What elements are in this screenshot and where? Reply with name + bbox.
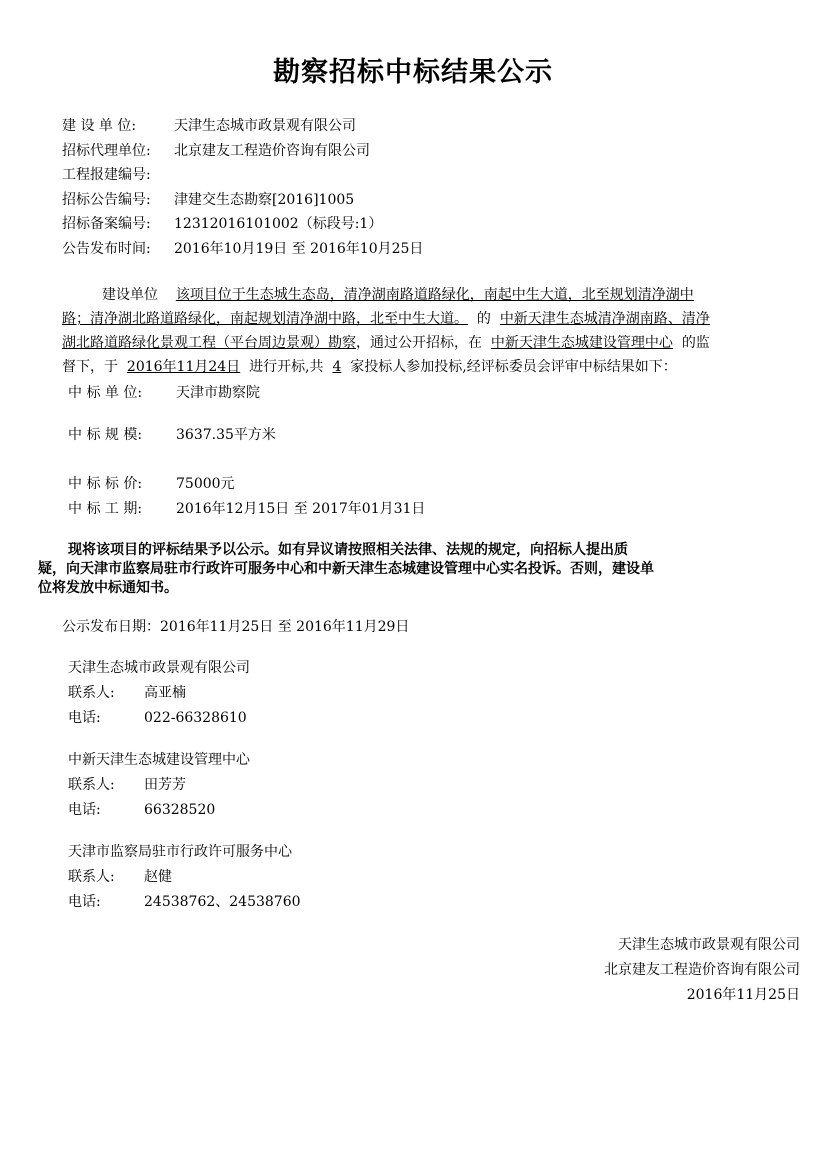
- info-filing-number: [62, 215, 382, 233]
- contact-person: [68, 868, 172, 886]
- contact-phone-label: 电话:: [68, 802, 101, 818]
- info-value: 2016年10月19日 至 2016年10月25日: [174, 241, 424, 257]
- contact-person-name: 高亚楠: [144, 685, 186, 701]
- info-agency: [62, 142, 370, 160]
- notice-line: 疑，向天津市监察局驻市行政许可服务中心和中新天津生态城建设管理中心实名投诉。否则，建设单: [38, 561, 654, 577]
- supervisor-name: 中新天津生态城建设管理中心: [490, 335, 673, 351]
- signature-date: 2016年11月25日: [686, 987, 800, 1003]
- project-name: 中新天津生态城清净湖南路、清净: [499, 311, 710, 327]
- notice-line: 位将发放中标通知书。: [38, 580, 178, 596]
- info-label: 工程报建编号:: [62, 167, 151, 183]
- bidder-count: 4: [332, 359, 342, 375]
- result-winner: [68, 384, 260, 402]
- info-label: 公告发布时间:: [62, 241, 151, 257]
- contact-phone-number: 66328520: [144, 802, 216, 818]
- contact-phone: [68, 893, 301, 911]
- contact-org: 中新天津生态城建设管理中心: [68, 752, 250, 768]
- paragraph-text: 进行开标,共: [249, 359, 324, 375]
- result-price: [68, 475, 235, 493]
- info-value: 津建交生态勘察[2016]1005: [174, 192, 355, 208]
- connector-text: 的: [476, 311, 491, 327]
- result-label: 中 标 工 期:: [68, 501, 143, 517]
- contact-person-label: 联系人:: [68, 869, 115, 885]
- info-label: 招标备案编号:: [62, 216, 151, 232]
- signature-line: 北京建友工程造价咨询有限公司: [604, 962, 800, 978]
- info-value: 北京建友工程造价咨询有限公司: [174, 143, 370, 159]
- contact-phone-label: 电话:: [68, 894, 101, 910]
- contact-phone: [68, 709, 247, 727]
- info-label: 招标公告编号:: [62, 192, 151, 208]
- contact-person-label: 联系人:: [68, 777, 115, 793]
- contact-org: 天津生态城市政景观有限公司: [68, 660, 250, 676]
- lead-text: 建设单位: [102, 287, 158, 303]
- info-construction-unit: [62, 117, 356, 135]
- contact-phone-number: 24538762、24538760: [144, 894, 301, 910]
- publish-period: 公示发布日期：2016年11月25日 至 2016年11月29日: [62, 619, 410, 635]
- result-scale: [68, 426, 276, 444]
- result-value: 3637.35平方米: [176, 427, 276, 443]
- contact-phone-number: 022-66328610: [144, 710, 247, 726]
- info-label: 建 设 单 位:: [62, 118, 137, 134]
- notice-line: 现将该项目的评标结果予以公示。如有异议请按照相关法律、法规的规定，向招标人提出质: [68, 542, 628, 558]
- result-value: 2016年12月15日 至 2017年01月31日: [176, 501, 426, 517]
- result-label: 中 标 规 模:: [68, 427, 143, 443]
- project-name: 湖北路道路绿化景观工程（平台周边景观）勘察: [62, 335, 356, 351]
- info-publish-time: [62, 240, 423, 258]
- info-announcement-number: [62, 191, 354, 209]
- info-value: 12312016101002（标段号:1）: [174, 216, 383, 232]
- description-paragraph: [62, 283, 802, 379]
- contact-person-name: 田芳芳: [144, 777, 186, 793]
- contact-person-name: 赵健: [144, 869, 172, 885]
- contact-org: 天津市监察局驻市行政许可服务中心: [68, 844, 292, 860]
- public-notice: [38, 541, 798, 598]
- paragraph-text: 督下，于: [62, 359, 118, 375]
- contact-phone: [68, 801, 215, 819]
- paragraph-text: ，通过公开招标，在: [356, 335, 482, 351]
- result-value: 天津市勘察院: [176, 385, 260, 401]
- info-value: 天津生态城市政景观有限公司: [174, 118, 356, 134]
- result-value: 75000元: [176, 476, 235, 492]
- paragraph-text: 家投标人参加投标,经评标委员会评审中标结果如下：: [350, 359, 677, 375]
- page-title: 勘察招标中标结果公示: [273, 57, 553, 88]
- contact-person: [68, 684, 186, 702]
- result-label: 中 标 标 价:: [68, 476, 143, 492]
- signature-line: 天津生态城市政景观有限公司: [618, 937, 800, 953]
- result-duration: [68, 500, 425, 518]
- open-date: 2016年11月24日: [126, 359, 241, 375]
- info-project-number: [62, 166, 174, 184]
- project-description: 该项目位于生态城生态岛，清净湖南路道路绿化，南起中生大道，北至规划清净湖中: [175, 287, 694, 303]
- contact-person-label: 联系人:: [68, 685, 115, 701]
- info-label: 招标代理单位:: [62, 143, 151, 159]
- project-description: 路；清净湖北路道路绿化，南起规划清净湖中路，北至中生大道。: [62, 311, 468, 327]
- contact-phone-label: 电话:: [68, 710, 101, 726]
- result-label: 中 标 单 位:: [68, 385, 143, 401]
- paragraph-text: 的监: [681, 335, 710, 351]
- contact-person: [68, 776, 186, 794]
